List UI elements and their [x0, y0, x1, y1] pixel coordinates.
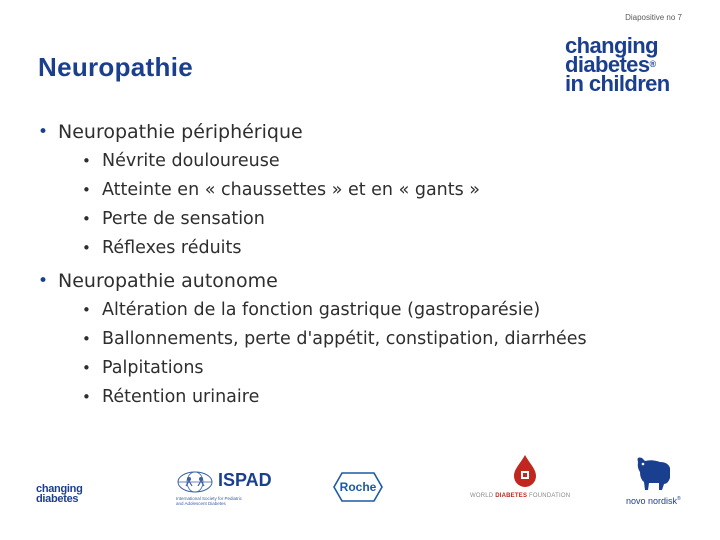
registered-mark: ® — [677, 496, 681, 502]
wdf-drop-icon — [512, 454, 538, 488]
item-text: Palpitations — [102, 358, 204, 378]
changing-diabetes-logo — [36, 484, 83, 504]
list-item — [38, 176, 698, 205]
list-item — [38, 325, 698, 354]
bullet-icon: • — [82, 210, 91, 228]
item-text: Perte de sensation — [102, 209, 265, 229]
bullet-icon: • — [82, 152, 91, 170]
cd-line-2: diabetes — [36, 493, 79, 505]
bullet-icon: • — [38, 122, 49, 142]
ispad-logo — [176, 470, 272, 506]
slide-number: Diapositive no 7 — [625, 13, 682, 22]
wdf-bold: DIABETES — [495, 493, 528, 499]
registered-mark: ® — [649, 59, 657, 69]
ispad-sub-line-1: International Society for Pediatric — [176, 496, 243, 501]
cd-line-1: changing — [36, 483, 83, 495]
list-item — [38, 296, 698, 325]
list-item — [38, 234, 698, 263]
item-text: Atteinte en « chaussettes » et en « gants » — [102, 180, 481, 200]
bullet-icon: • — [82, 359, 91, 377]
section-heading — [38, 266, 698, 296]
bullet-icon: • — [82, 330, 91, 348]
section-autonomic — [38, 266, 698, 412]
item-text: Réflexes réduits — [102, 238, 242, 258]
section-heading — [38, 117, 698, 147]
bullet-icon: • — [82, 301, 91, 319]
ispad-name: ISPAD — [218, 470, 272, 490]
changing-diabetes-in-children-logo — [565, 33, 670, 96]
logo-line-1: changing — [565, 33, 658, 58]
item-text: Ballonnements, perte d'appétit, constipation, diarrhées — [102, 329, 587, 349]
logo-line-3: in children — [565, 71, 670, 96]
item-text: Altération de la fonction gastrique (gastroparésie) — [102, 300, 541, 320]
section-peripheral — [38, 117, 698, 263]
ispad-subtitle — [176, 496, 286, 506]
slide-title: Neuropathie — [38, 52, 193, 82]
novo-name: novo nordisk — [626, 496, 678, 506]
logo-line-2: diabetes — [565, 52, 650, 77]
bullet-icon: • — [82, 239, 91, 257]
item-text: Rétention urinaire — [102, 387, 260, 407]
heading-text: Neuropathie périphérique — [58, 121, 303, 143]
wdf-name — [470, 493, 582, 499]
list-item — [38, 205, 698, 234]
wdf-suffix: FOUNDATION — [529, 493, 571, 499]
sponsor-logos-footer — [0, 440, 720, 540]
list-item — [38, 354, 698, 383]
bullet-icon: • — [82, 388, 91, 406]
roche-name: Roche — [339, 480, 377, 494]
item-text: Névrite douloureuse — [102, 151, 280, 171]
bullet-content — [38, 117, 698, 412]
wdf-prefix: WORLD — [470, 493, 494, 499]
apis-bull-icon — [632, 454, 676, 492]
heading-text: Neuropathie autonome — [58, 270, 278, 292]
bullet-icon: • — [38, 271, 49, 291]
list-item — [38, 147, 698, 176]
ispad-sub-line-2: and Adolescent Diabetes — [176, 501, 226, 506]
list-item — [38, 383, 698, 412]
ispad-globe-icon — [176, 470, 214, 494]
bullet-icon: • — [82, 181, 91, 199]
